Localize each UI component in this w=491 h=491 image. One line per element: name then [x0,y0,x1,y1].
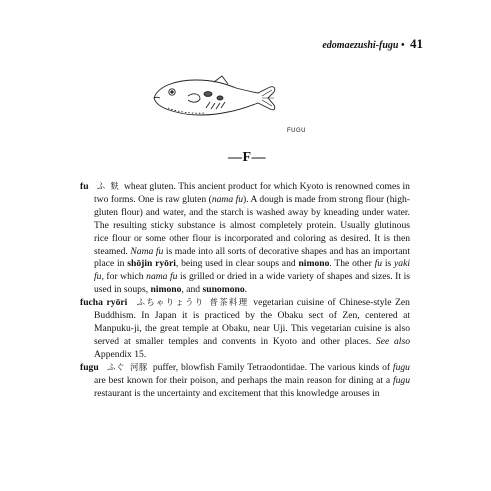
entry-text: fugu [392,361,410,373]
entry-text: , for which [101,271,147,283]
entry-text: . [244,284,248,296]
entry-text: , and [181,284,203,296]
entry-text: is made into all sorts of decorative shapes and has an important place in [94,245,410,270]
dictionary-entries [80,181,410,400]
running-head-text: edomaezushi-fugu [322,40,399,51]
running-head-bullet: • [400,40,405,51]
entry-text: nimono [298,258,330,270]
entry-text: wheat gluten. This ancient product for which Kyoto is renowned comes in two forms. One is raw gluten ( [94,181,410,205]
entry-text: , being used in clear soups and [175,258,299,270]
entry-kanji: 麩 [110,182,119,192]
entry-kana: ふ [96,182,106,192]
entry-text: See also [375,335,410,347]
entry-text: Appendix 15. [94,348,147,360]
entry-kana: ふぐ [106,362,125,373]
entry-text: fugu [392,374,410,386]
entry-text: is [382,258,395,270]
running-head [322,36,423,52]
entry-text: nama fu [211,193,244,205]
entry-headword: fugu [80,361,99,373]
entry-text: puffer, blowfish Family Tetraodontidae. The various kinds of [152,361,393,373]
entry-kana: ふちゃりょうり [135,298,205,309]
entry-text: are best known for their poison, and perhaps the main reason for dining at a [94,374,393,386]
entry-text: Nama fu [130,245,164,257]
entry-text: ). A dough is made from strong flour (high-gluten flour) and water, and the starch is washed away by kneading under water. The resulting sticky substance is almost completely protein. Usually glutinous rice flour or some other flour is incorporated and coloring as desired. It is then steamed. [94,193,410,257]
entry-text: fu [374,258,383,270]
entry-text: . The other [329,258,375,270]
entry-text: shōjin ryōri [127,258,176,270]
figure-caption: FUGU [287,128,306,134]
dictionary-entry [80,362,410,401]
entry-text: restaurant is the uncertainty and excitement that this knowledge arouses in [94,387,380,399]
entry-text: is grilled or dried in a wide variety of shapes and sizes. It is used in soups, [94,271,410,296]
entry-text: sunomono [202,284,245,296]
dictionary-entry [80,297,410,362]
entry-headword: fucha ryōri [80,297,128,309]
dictionary-entry [80,181,410,297]
entry-text: nimono [150,284,182,296]
page-number: 41 [410,36,423,51]
entry-text: yaki fu [94,258,410,283]
entry-text: nama fu [146,271,178,283]
section-letter-heading: —F— [228,150,267,165]
pufferfish-illustration [148,68,292,124]
entry-text: vegetarian cuisine of Chinese-style Zen Buddhism. In Japan it is practiced by the Obaku sect of Zen, centered at Manpuku-ji, the great temple at Obaku, near Uji. This vegetarian cuisine is also served at smaller temples and convents in Kyoto and other places. [94,297,410,347]
entry-headword: fu [80,181,89,192]
entry-kanji: 普茶料理 [209,298,249,309]
entry-kanji: 河豚 [129,362,148,373]
